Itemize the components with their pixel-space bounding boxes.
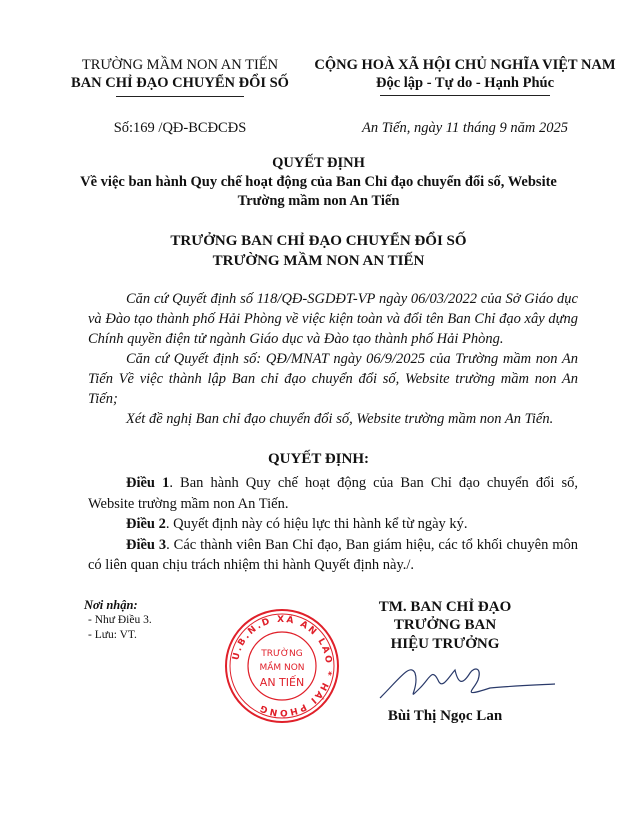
article-label: Điều 3 [126,536,167,553]
article-label: Điều 2 [126,516,166,532]
proposal-basis: Xét đề nghị Ban chỉ đạo chuyển đổi số, Website trường mầm non An Tiến. [126,411,554,427]
legal-basis: Căn cứ Quyết định số: QĐ/MNAT ngày 06/9/2025 của Trường mầm non An Tiến Về việc thành lập Ban chỉ đạo chuyển đổi số, Website trường mầm non An Tiến; [88,351,578,407]
article-1 [88,473,578,514]
divider [380,95,550,96]
divider [116,96,244,97]
subject-line: Trường mầm non An Tiến [237,193,400,209]
document-title: QUYẾT ĐỊNH [272,155,365,171]
recipients [84,598,152,643]
preamble [88,289,578,429]
stamp-text: TRƯỜNG [261,648,303,659]
articles [88,473,578,576]
signer-title: HIỆU TRƯỞNG [390,635,500,652]
document-body [0,154,637,768]
issuing-organization [50,56,310,92]
national-motto [305,56,625,92]
article-text: . Các thành viên Ban Chỉ đạo, Ban giám hiệu, các tổ khối chuyên môn có liên quan chịu trách nhiệm thi hành Quyết định này./. [88,536,578,573]
signer-capacity: TM. BAN CHỈ ĐẠO [378,598,512,615]
signer-title: TRƯỞNG BAN [393,617,497,633]
stamp-text: AN TIẾN [259,675,305,689]
motto: Độc lập - Tự do - Hạnh Phúc [375,75,555,91]
recipients-heading: Nơi nhận: [84,597,138,612]
handwritten-signature [360,658,560,704]
recipient-item: - Như Điều 3. [88,613,152,626]
signature-block [350,598,540,654]
signer-name: Bùi Thị Ngọc Lan [387,707,503,724]
subject-line: Về việc ban hành Quy chế hoạt động của Ban Chỉ đạo chuyển đổi số, Website [80,174,557,190]
legal-basis: Căn cứ Quyết định số 118/QĐ-SGDĐT-VP ngày 06/03/2022 của Sở Giáo dục và Đào tạo thành phố Hải Phòng về việc kiện toàn và đổi tên Ban Chỉ đạo xây dựng Chính quyền điện tử ngành Giáo dục và Đào tạo thành phố Hải Phòng. [88,291,578,347]
document-title-block [0,154,637,211]
authority-title: TRƯỜNG MẦM NON AN TIẾN [212,253,425,269]
authority-block [0,231,637,271]
closing-section [0,598,637,738]
article-text: . Ban hành Quy chế hoạt động của Ban Chỉ đạo chuyển đổi số, Website trường mầm non An Tiến. [88,475,578,512]
document-number: Số:169 /QĐ-BCĐCĐS [113,120,247,136]
recipient-item: - Lưu: VT. [88,628,137,641]
committee-name: BAN CHỈ ĐẠO CHUYỂN ĐỔI SỐ [71,75,289,91]
article-label: Điều 1 [126,475,170,491]
decision-heading: QUYẾT ĐỊNH: [268,451,369,467]
article-2 [88,514,578,535]
article-3 [88,535,578,576]
article-text: . Quyết định này có hiệu lực thi hành kể từ ngày ký. [165,516,468,532]
country-name: CỘNG HOÀ XÃ HỘI CHỦ NGHĨA VIỆT NAM [314,57,616,73]
school-name: TRƯỜNG MẦM NON AN TIẾN [81,57,279,73]
place-date: An Tiến, ngày 11 tháng 9 năm 2025 [362,120,568,136]
stamp-text: MẦM NON [259,662,305,673]
official-stamp [222,606,342,726]
stamp-ring-text: U.B.N.D XÃ AN LÃO * HẢI PHÒNG [231,614,334,717]
authority-title: TRƯỞNG BAN CHỈ ĐẠO CHUYỂN ĐỔI SỐ [170,233,467,249]
